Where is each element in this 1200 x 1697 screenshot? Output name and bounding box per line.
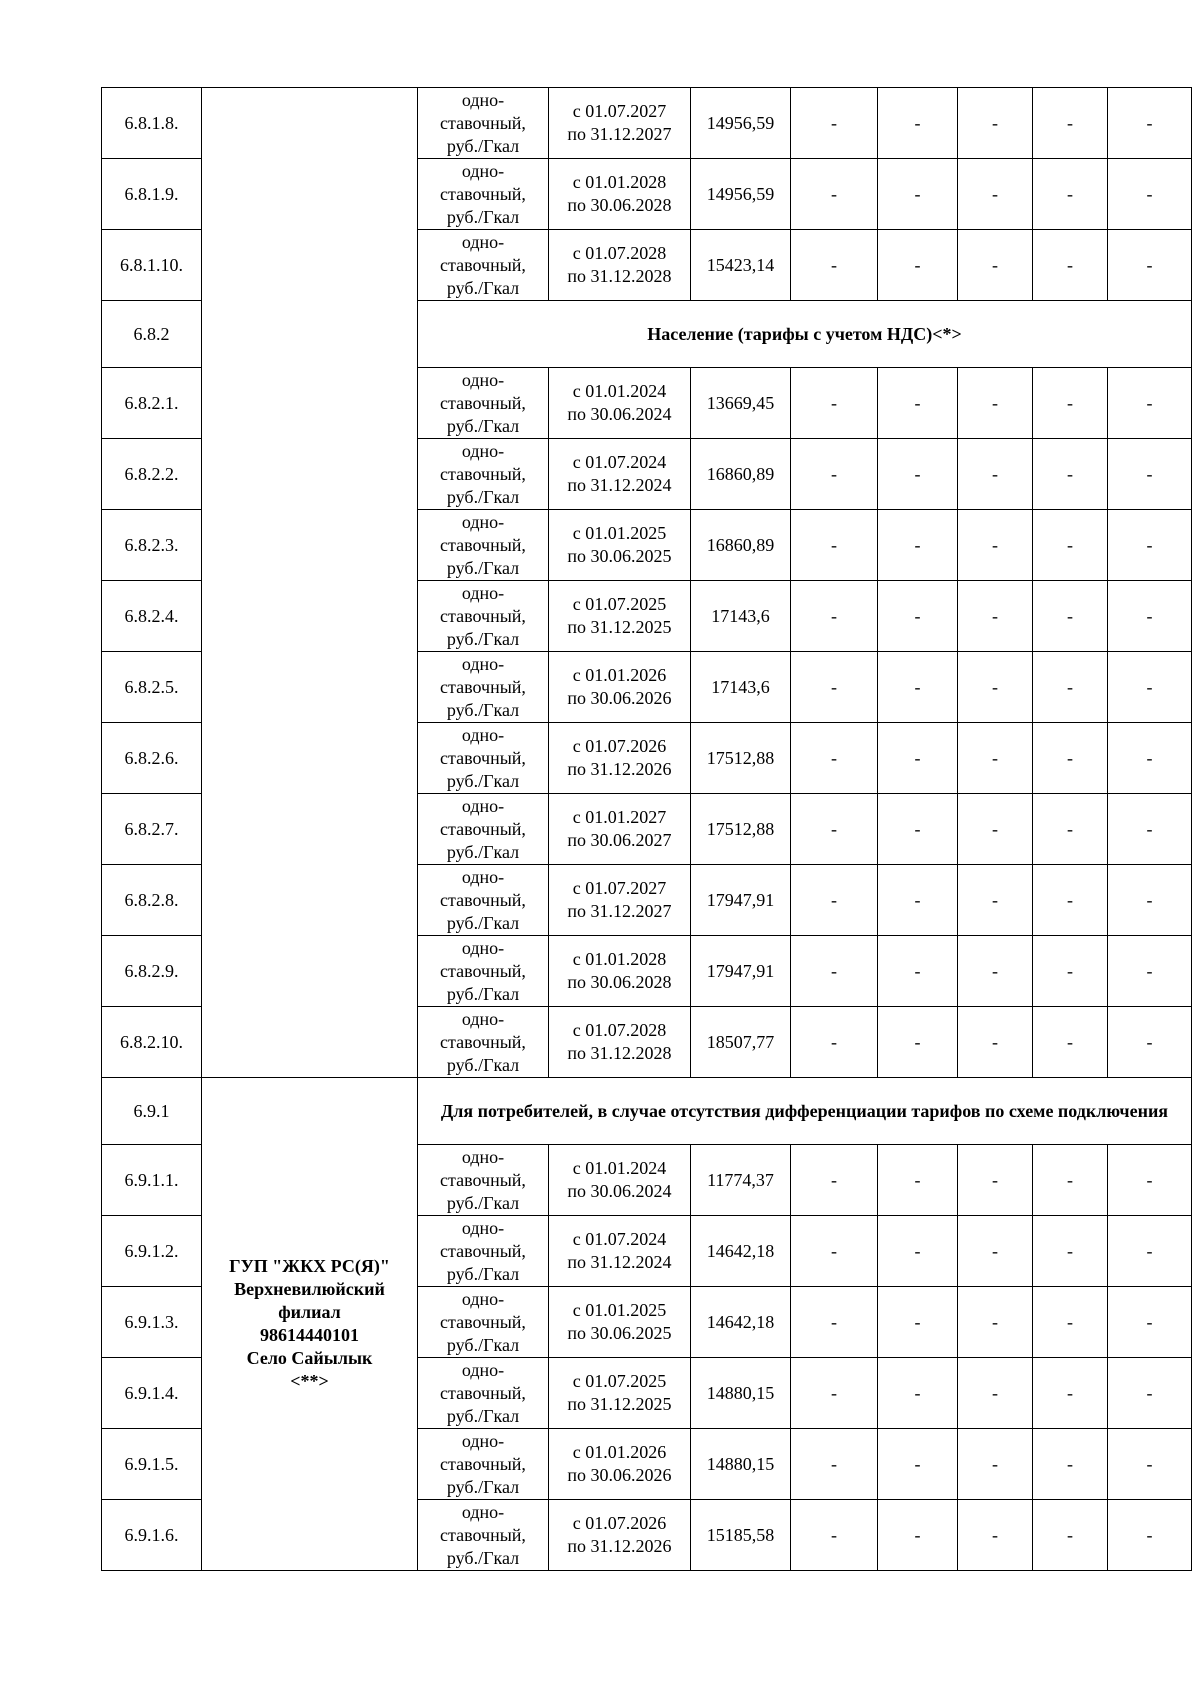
period: с 01.01.2028 по 30.06.2028 xyxy=(549,936,691,1007)
period: с 01.01.2026 по 30.06.2026 xyxy=(549,1429,691,1500)
empty-value: - xyxy=(791,1429,878,1500)
empty-value: - xyxy=(878,88,958,159)
tariff-value: 14642,18 xyxy=(691,1287,791,1358)
empty-value: - xyxy=(791,936,878,1007)
empty-value: - xyxy=(958,368,1033,439)
period: с 01.01.2027 по 30.06.2027 xyxy=(549,794,691,865)
empty-value: - xyxy=(878,1287,958,1358)
empty-value: - xyxy=(1108,1358,1192,1429)
row-code: 6.8.2 xyxy=(102,301,202,368)
empty-value: - xyxy=(1033,159,1108,230)
tariff-value: 17947,91 xyxy=(691,865,791,936)
rate-type: одно- ставочный, руб./Гкал xyxy=(418,159,549,230)
empty-value: - xyxy=(791,865,878,936)
period: с 01.07.2027 по 31.12.2027 xyxy=(549,865,691,936)
empty-value: - xyxy=(878,439,958,510)
row-code: 6.9.1.1. xyxy=(102,1145,202,1216)
row-code: 6.8.2.5. xyxy=(102,652,202,723)
rate-type: одно- ставочный, руб./Гкал xyxy=(418,1145,549,1216)
empty-value: - xyxy=(1108,510,1192,581)
tariff-table xyxy=(101,87,1192,1571)
tariff-value: 14642,18 xyxy=(691,1216,791,1287)
empty-value: - xyxy=(1108,1429,1192,1500)
empty-value: - xyxy=(958,230,1033,301)
row-code: 6.8.2.10. xyxy=(102,1007,202,1078)
period: с 01.07.2027 по 31.12.2027 xyxy=(549,88,691,159)
empty-value: - xyxy=(791,794,878,865)
period: с 01.07.2024 по 31.12.2024 xyxy=(549,1216,691,1287)
rate-type: одно- ставочный, руб./Гкал xyxy=(418,794,549,865)
empty-value: - xyxy=(958,439,1033,510)
tariff-value: 14880,15 xyxy=(691,1429,791,1500)
empty-value: - xyxy=(878,159,958,230)
empty-value: - xyxy=(1108,865,1192,936)
empty-value: - xyxy=(791,1358,878,1429)
empty-value: - xyxy=(1108,1007,1192,1078)
empty-value: - xyxy=(791,88,878,159)
row-code: 6.8.2.9. xyxy=(102,936,202,1007)
empty-value: - xyxy=(1033,439,1108,510)
empty-value: - xyxy=(878,1007,958,1078)
empty-value: - xyxy=(1033,1358,1108,1429)
rate-type: одно- ставочный, руб./Гкал xyxy=(418,510,549,581)
row-code: 6.9.1.2. xyxy=(102,1216,202,1287)
empty-value: - xyxy=(791,1500,878,1571)
period: с 01.01.2025 по 30.06.2025 xyxy=(549,510,691,581)
empty-value: - xyxy=(791,723,878,794)
tariff-value: 11774,37 xyxy=(691,1145,791,1216)
row-code: 6.9.1.5. xyxy=(102,1429,202,1500)
empty-value: - xyxy=(878,723,958,794)
empty-value: - xyxy=(1108,936,1192,1007)
empty-value: - xyxy=(791,159,878,230)
empty-value: - xyxy=(958,1216,1033,1287)
rate-type: одно- ставочный, руб./Гкал xyxy=(418,936,549,1007)
empty-value: - xyxy=(958,88,1033,159)
empty-value: - xyxy=(958,936,1033,1007)
tariff-value: 15423,14 xyxy=(691,230,791,301)
empty-value: - xyxy=(958,794,1033,865)
row-code: 6.9.1.6. xyxy=(102,1500,202,1571)
period: с 01.07.2025 по 31.12.2025 xyxy=(549,581,691,652)
tariff-value: 13669,45 xyxy=(691,368,791,439)
empty-value: - xyxy=(1108,723,1192,794)
period: с 01.07.2028 по 31.12.2028 xyxy=(549,230,691,301)
empty-value: - xyxy=(1033,230,1108,301)
empty-value: - xyxy=(1033,1500,1108,1571)
empty-value: - xyxy=(1033,1287,1108,1358)
empty-value: - xyxy=(1033,88,1108,159)
empty-value: - xyxy=(791,652,878,723)
empty-value: - xyxy=(1108,1287,1192,1358)
empty-value: - xyxy=(958,581,1033,652)
rate-type: одно- ставочный, руб./Гкал xyxy=(418,1429,549,1500)
rate-type: одно- ставочный, руб./Гкал xyxy=(418,368,549,439)
rate-type: одно- ставочный, руб./Гкал xyxy=(418,652,549,723)
organization-cell: ГУП "ЖКХ РС(Я)" Верхневилюйский филиал 98614440101 Село Сайылык <**> xyxy=(202,1078,418,1571)
rate-type: одно- ставочный, руб./Гкал xyxy=(418,1007,549,1078)
empty-value: - xyxy=(958,652,1033,723)
rate-type: одно- ставочный, руб./Гкал xyxy=(418,723,549,794)
tariff-value: 17512,88 xyxy=(691,723,791,794)
tariff-value: 18507,77 xyxy=(691,1007,791,1078)
empty-value: - xyxy=(1033,794,1108,865)
row-code: 6.8.2.3. xyxy=(102,510,202,581)
tariff-table-body xyxy=(102,88,1192,1571)
rate-type: одно- ставочный, руб./Гкал xyxy=(418,865,549,936)
section-title: Население (тарифы с учетом НДС)<*> xyxy=(418,301,1192,368)
section-row xyxy=(102,1078,1192,1145)
period: с 01.07.2026 по 31.12.2026 xyxy=(549,723,691,794)
period: с 01.01.2024 по 30.06.2024 xyxy=(549,1145,691,1216)
period: с 01.01.2025 по 30.06.2025 xyxy=(549,1287,691,1358)
empty-value: - xyxy=(1108,368,1192,439)
empty-value: - xyxy=(878,510,958,581)
row-code: 6.8.2.8. xyxy=(102,865,202,936)
tariff-value: 17947,91 xyxy=(691,936,791,1007)
empty-value: - xyxy=(791,1145,878,1216)
rate-type: одно- ставочный, руб./Гкал xyxy=(418,88,549,159)
empty-value: - xyxy=(958,1429,1033,1500)
rate-type: одно- ставочный, руб./Гкал xyxy=(418,1287,549,1358)
empty-value: - xyxy=(878,1429,958,1500)
empty-value: - xyxy=(878,1145,958,1216)
empty-value: - xyxy=(1108,1216,1192,1287)
empty-value: - xyxy=(1108,1145,1192,1216)
empty-value: - xyxy=(1033,652,1108,723)
empty-value: - xyxy=(878,368,958,439)
empty-value: - xyxy=(791,1216,878,1287)
empty-value: - xyxy=(1033,1145,1108,1216)
row-code: 6.8.1.10. xyxy=(102,230,202,301)
row-code: 6.9.1.3. xyxy=(102,1287,202,1358)
empty-value: - xyxy=(958,159,1033,230)
empty-value: - xyxy=(878,1500,958,1571)
empty-value: - xyxy=(791,510,878,581)
empty-value: - xyxy=(1033,510,1108,581)
row-code: 6.8.1.8. xyxy=(102,88,202,159)
empty-value: - xyxy=(958,510,1033,581)
empty-value: - xyxy=(791,439,878,510)
empty-value: - xyxy=(958,723,1033,794)
row-code: 6.9.1 xyxy=(102,1078,202,1145)
empty-value: - xyxy=(791,1007,878,1078)
tariff-value: 14956,59 xyxy=(691,88,791,159)
empty-value: - xyxy=(791,230,878,301)
tariff-value: 15185,58 xyxy=(691,1500,791,1571)
empty-value: - xyxy=(1108,230,1192,301)
period: с 01.07.2026 по 31.12.2026 xyxy=(549,1500,691,1571)
rate-type: одно- ставочный, руб./Гкал xyxy=(418,1358,549,1429)
empty-value: - xyxy=(1033,865,1108,936)
tariff-value: 17512,88 xyxy=(691,794,791,865)
period: с 01.01.2028 по 30.06.2028 xyxy=(549,159,691,230)
empty-value: - xyxy=(878,1358,958,1429)
empty-value: - xyxy=(1033,1007,1108,1078)
empty-value: - xyxy=(958,1145,1033,1216)
empty-value: - xyxy=(1033,723,1108,794)
empty-value: - xyxy=(958,1500,1033,1571)
empty-value: - xyxy=(1108,794,1192,865)
empty-value: - xyxy=(791,1287,878,1358)
empty-value: - xyxy=(1033,936,1108,1007)
row-code: 6.8.2.7. xyxy=(102,794,202,865)
period: с 01.01.2024 по 30.06.2024 xyxy=(549,368,691,439)
section-title: Для потребителей, в случае отсутствия дифференциации тарифов по схеме подключения xyxy=(418,1078,1192,1145)
empty-value: - xyxy=(878,794,958,865)
empty-value: - xyxy=(958,865,1033,936)
tariff-value: 17143,6 xyxy=(691,581,791,652)
tariff-value: 16860,89 xyxy=(691,510,791,581)
period: с 01.07.2024 по 31.12.2024 xyxy=(549,439,691,510)
row-code: 6.8.2.6. xyxy=(102,723,202,794)
row-code: 6.8.2.1. xyxy=(102,368,202,439)
tariff-value: 16860,89 xyxy=(691,439,791,510)
row-code: 6.8.2.4. xyxy=(102,581,202,652)
row-code: 6.8.1.9. xyxy=(102,159,202,230)
rate-type: одно- ставочный, руб./Гкал xyxy=(418,1216,549,1287)
rate-type: одно- ставочный, руб./Гкал xyxy=(418,230,549,301)
empty-value: - xyxy=(878,865,958,936)
period: с 01.07.2028 по 31.12.2028 xyxy=(549,1007,691,1078)
table-row xyxy=(102,88,1192,159)
empty-value: - xyxy=(1033,1429,1108,1500)
rate-type: одно- ставочный, руб./Гкал xyxy=(418,581,549,652)
empty-value: - xyxy=(791,581,878,652)
empty-value: - xyxy=(958,1358,1033,1429)
rate-type: одно- ставочный, руб./Гкал xyxy=(418,439,549,510)
row-code: 6.8.2.2. xyxy=(102,439,202,510)
empty-value: - xyxy=(1033,581,1108,652)
empty-value: - xyxy=(958,1287,1033,1358)
empty-value: - xyxy=(1108,652,1192,723)
rate-type: одно- ставочный, руб./Гкал xyxy=(418,1500,549,1571)
empty-value: - xyxy=(878,652,958,723)
empty-value: - xyxy=(958,1007,1033,1078)
organization-cell xyxy=(202,88,418,1078)
empty-value: - xyxy=(1108,159,1192,230)
tariff-value: 17143,6 xyxy=(691,652,791,723)
empty-value: - xyxy=(1108,1500,1192,1571)
empty-value: - xyxy=(878,230,958,301)
tariff-value: 14880,15 xyxy=(691,1358,791,1429)
empty-value: - xyxy=(878,1216,958,1287)
empty-value: - xyxy=(791,368,878,439)
empty-value: - xyxy=(1033,1216,1108,1287)
empty-value: - xyxy=(878,936,958,1007)
empty-value: - xyxy=(1108,439,1192,510)
empty-value: - xyxy=(1033,368,1108,439)
empty-value: - xyxy=(878,581,958,652)
empty-value: - xyxy=(1108,581,1192,652)
empty-value: - xyxy=(1108,88,1192,159)
period: с 01.01.2026 по 30.06.2026 xyxy=(549,652,691,723)
row-code: 6.9.1.4. xyxy=(102,1358,202,1429)
tariff-value: 14956,59 xyxy=(691,159,791,230)
period: с 01.07.2025 по 31.12.2025 xyxy=(549,1358,691,1429)
